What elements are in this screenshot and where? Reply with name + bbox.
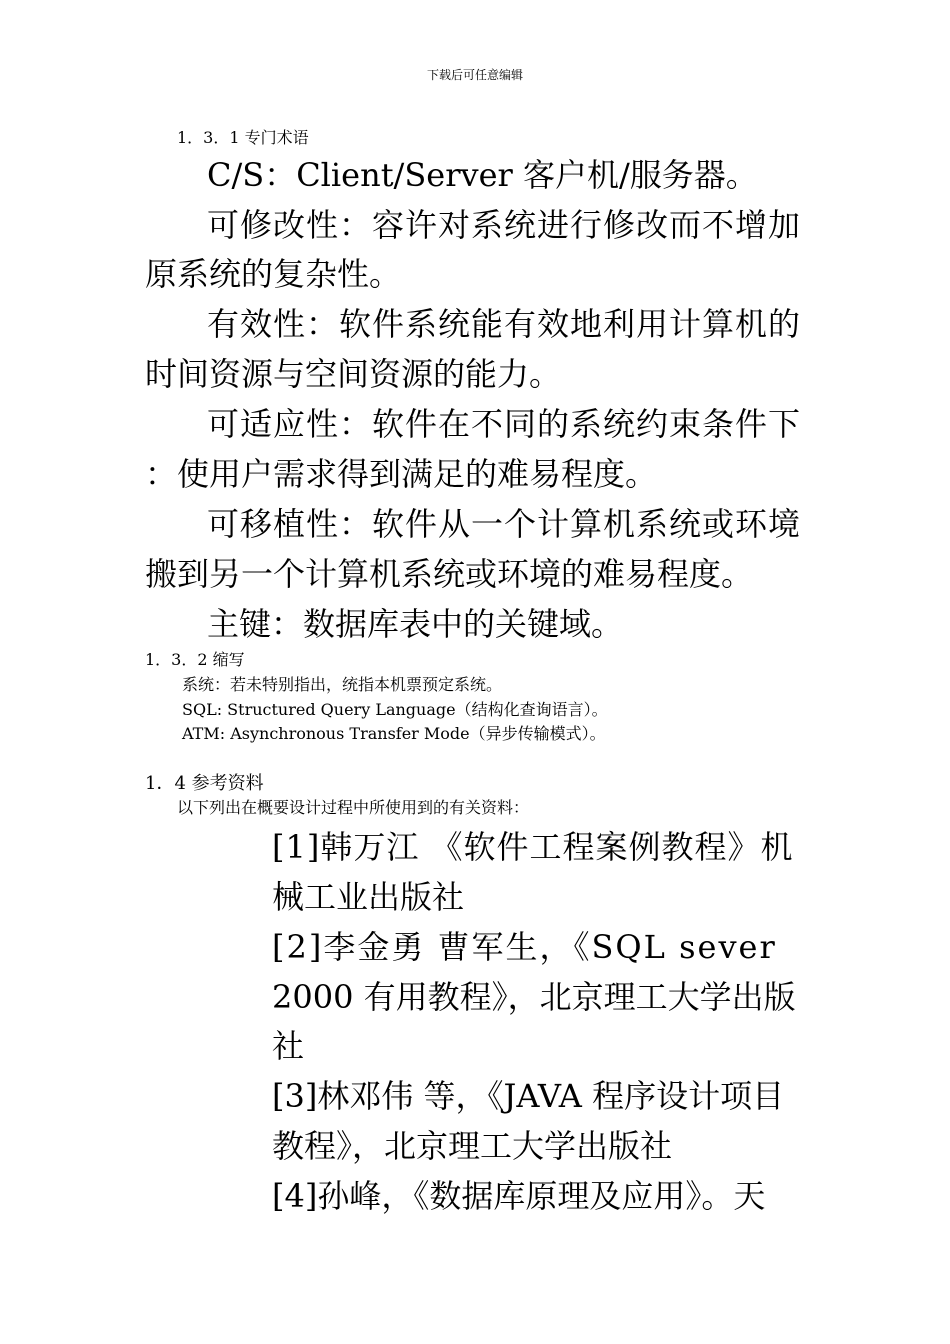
term-efficiency: 有效性：软件系统能有效地利用计算机的 (207, 305, 802, 343)
section-heading-1-3-1: 1．3．1 专门术语 (177, 128, 309, 147)
term-modifiability: 可修改性：容许对系统进行修改而不增加 (207, 206, 802, 244)
abbrev-system: 系统：若未特别指出，统指本机票预定系统。 (182, 675, 503, 694)
section-heading-1-4: 1．4 参考资料 (145, 773, 264, 794)
term-primary-key: 主键：数据库表中的关键域。 (207, 605, 624, 643)
references-intro: 以下列出在概要设计过程中所使用到的有关资料： (177, 798, 530, 817)
reference-2-cont: 2000 有用教程》，北京理工大学出版 (272, 978, 796, 1016)
reference-2: [2]李金勇 曹军生，《SQL sever (272, 928, 777, 966)
abbrev-atm: ATM: Asynchronous Transfer Mode（异步传输模式）。 (182, 724, 606, 743)
page-header: 下载后可任意编辑 (426, 68, 523, 82)
reference-1-cont: 械工业出版社 (272, 878, 465, 916)
reference-1: [1]韩万江 《软件工程案例教程》机 (272, 828, 794, 866)
term-portability-cont: 搬到另一个计算机系统或环境的难易程度。 (145, 555, 754, 593)
abbrev-sql: SQL: Structured Query Language（结构化查询语言）。 (182, 700, 608, 719)
term-efficiency-cont: 时间资源与空间资源的能力。 (145, 355, 562, 393)
term-portability: 可移植性：软件从一个计算机系统或环境 (207, 505, 802, 543)
term-modifiability-cont: 原系统的复杂性。 (145, 255, 402, 293)
reference-3-cont: 教程》，北京理工大学出版社 (272, 1127, 673, 1165)
reference-2-end: 社 (272, 1027, 305, 1065)
reference-3: [3]林邓伟 等，《JAVA 程序设计项目 (272, 1077, 785, 1115)
reference-4: [4]孙峰，《数据库原理及应用》。天 (272, 1177, 766, 1215)
term-adaptability: 可适应性：软件在不同的系统约束条件下 (207, 405, 802, 443)
section-heading-1-3-2: 1．3．2 缩写 (145, 650, 245, 669)
term-cs: C/S：Client/Server 客户机/服务器。 (207, 156, 758, 194)
term-adaptability-cont: ：使用户需求得到满足的难易程度。 (145, 455, 658, 493)
